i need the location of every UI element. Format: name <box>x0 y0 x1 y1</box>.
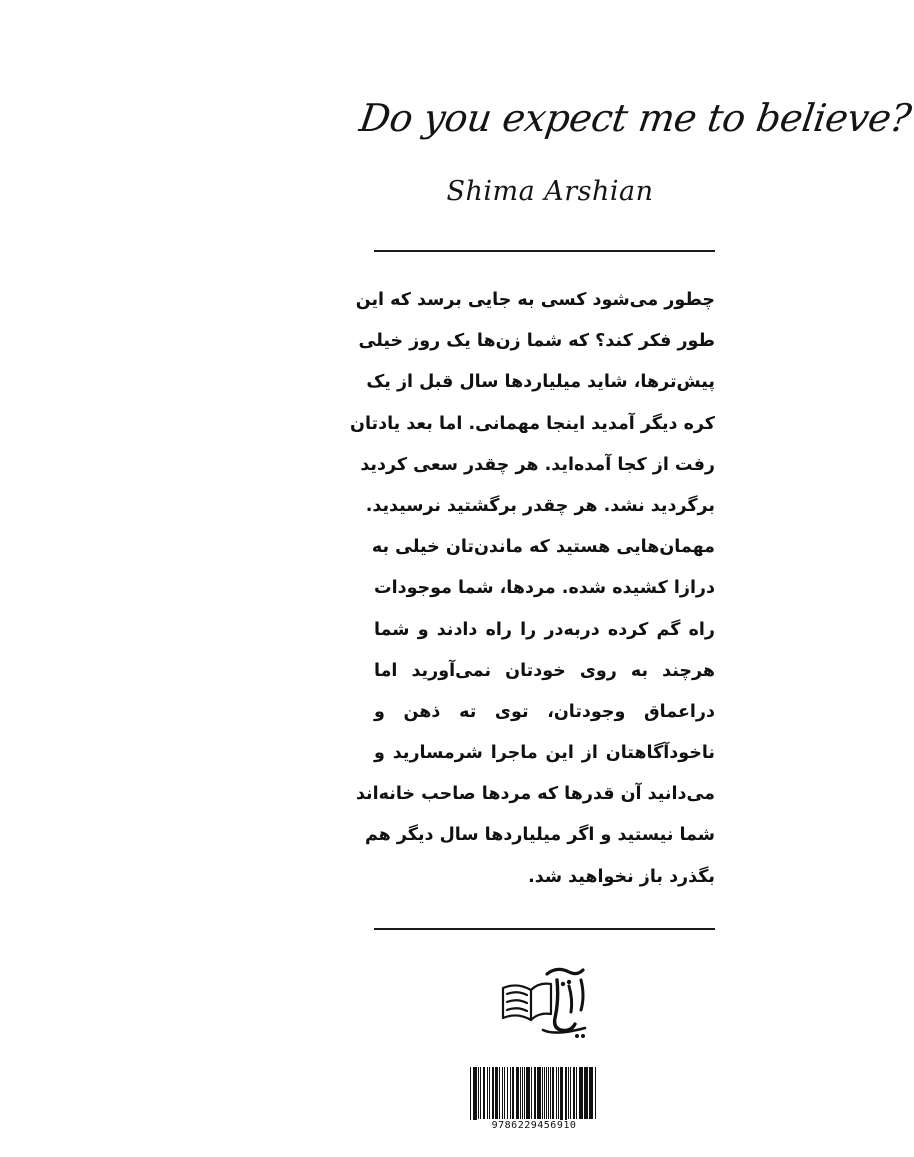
barcode-bar <box>546 1067 547 1119</box>
barcode-bar <box>495 1067 498 1119</box>
blurb-line: می‌دانید آن قدرها که مردها صاحب خانه‌اند <box>355 784 715 805</box>
blurb-line: ناخودآگاهتان از این ماجرا شرمسارید و <box>374 743 715 764</box>
barcode-bar <box>510 1067 511 1119</box>
barcode-bar <box>537 1067 541 1119</box>
publisher-logo-icon <box>495 960 595 1040</box>
blurb-line: رفت از کجا آمده‌اید. هر چقدر سعی کردید <box>360 454 715 475</box>
barcode-bar <box>573 1067 575 1119</box>
barcode-bar <box>579 1067 583 1119</box>
blurb-line: راه گم کرده دربه‌در را راه دادند و شما <box>374 619 715 640</box>
barcode-bar <box>526 1067 530 1119</box>
top-divider <box>374 250 715 252</box>
barcode-bar <box>473 1067 477 1123</box>
barcode-bar <box>512 1067 514 1119</box>
blurb-line: شما نیستید و اگر میلیاردها سال دیگر هم <box>364 825 715 846</box>
blurb-line: بگذرد باز نخواهید شد. <box>528 866 715 887</box>
isbn-number: 9786229456910 <box>468 1120 600 1131</box>
barcode-bar <box>520 1067 521 1119</box>
author-name: Shima Arshian <box>446 176 654 207</box>
blurb-line: هرچند به روی خودتان نمی‌آورید اما <box>374 660 715 681</box>
barcode-bar <box>470 1067 471 1123</box>
blurb-line: دراعماق وجودتان، توی ته ذهن و <box>374 701 715 722</box>
barcode-bar <box>550 1067 551 1119</box>
barcode-bar <box>492 1067 494 1119</box>
barcode-bar <box>576 1067 577 1119</box>
barcode-bar <box>531 1067 532 1119</box>
barcode-bar <box>595 1067 596 1119</box>
blurb-line: طور فکر کند؟ که شما زن‌ها یک روز خیلی <box>358 331 715 352</box>
barcode-bar <box>542 1067 543 1119</box>
blurb-line: کره دیگر آمدید اینجا مهمانی. اما بعد یادتان <box>350 413 715 434</box>
barcode-bar <box>544 1067 545 1119</box>
barcode-bar <box>560 1067 563 1123</box>
bottom-divider <box>374 928 715 930</box>
blurb-line: چطور می‌شود کسی به جایی برسد که این <box>355 290 715 310</box>
barcode-bar <box>487 1067 488 1119</box>
barcode-bar <box>558 1067 559 1119</box>
blurb-line: برگردید نشد. هر چقدر برگشتید نرسیدید. <box>365 495 715 516</box>
barcode-bar <box>568 1067 569 1119</box>
barcode-bar <box>502 1067 503 1119</box>
barcode-bar <box>478 1067 479 1119</box>
barcode-bar <box>483 1067 485 1119</box>
barcode-bar <box>584 1067 588 1119</box>
barcode-bar <box>489 1067 490 1119</box>
barcode-bar <box>570 1067 571 1119</box>
blurb-line: درازا کشیده شده. مردها، شما موجودات <box>374 578 715 599</box>
barcode-bar <box>524 1067 525 1119</box>
barcode-bar <box>565 1067 567 1123</box>
book-title: Do you expect me to believe? <box>356 96 914 140</box>
barcode-bar <box>516 1067 519 1119</box>
barcode-bar <box>504 1067 505 1119</box>
blurb-line: مهمان‌هایی هستید که ماندن‌تان خیلی به <box>371 537 715 558</box>
barcode-bar <box>556 1067 557 1119</box>
barcode-bar <box>589 1067 593 1119</box>
blurb-line: پیش‌ترها، شاید میلیاردها سال قبل از یک <box>366 372 715 393</box>
barcode-bar <box>480 1067 481 1119</box>
barcode-bar <box>499 1067 500 1119</box>
blurb-text <box>350 280 715 898</box>
barcode-bar <box>552 1067 554 1119</box>
barcode-bar <box>507 1067 508 1119</box>
barcode-bar <box>522 1067 523 1119</box>
barcode-bar <box>534 1067 536 1119</box>
barcode-bar <box>548 1067 549 1119</box>
